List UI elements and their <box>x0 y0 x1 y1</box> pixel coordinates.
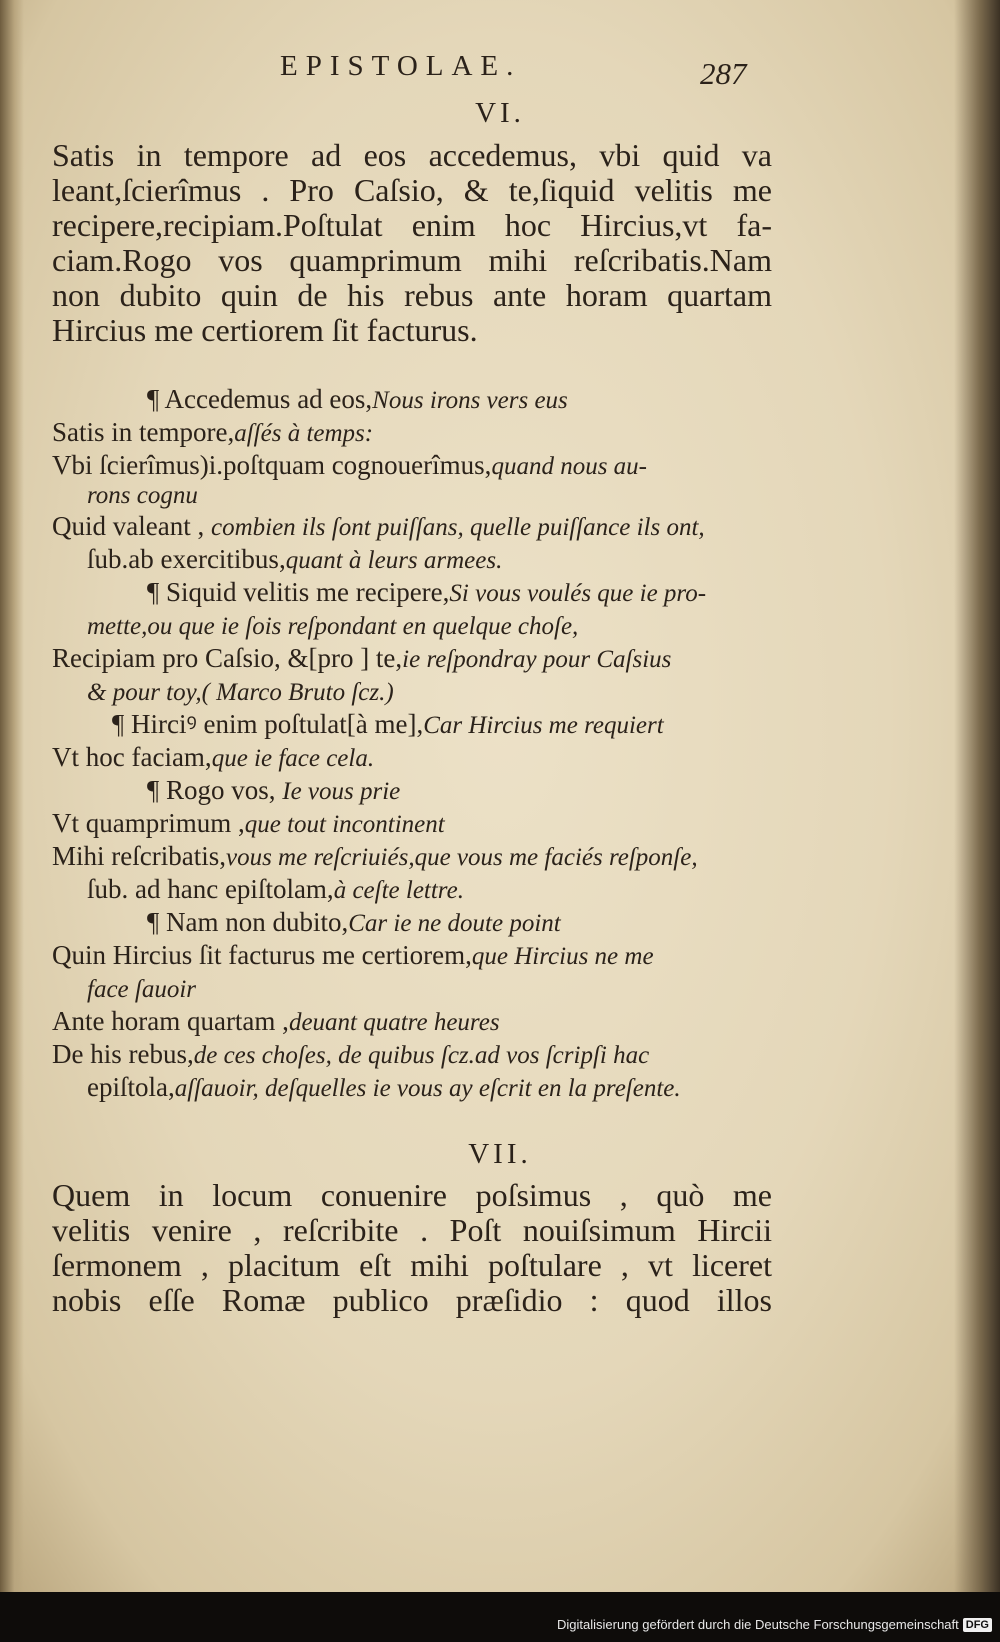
gloss-latin: De his rebus, <box>52 1039 194 1069</box>
text-line: Quem in locum conuenire poſsimus , quò me <box>52 1178 772 1213</box>
gloss-line <box>52 543 772 576</box>
gloss-french: mette,ou que ie ſois reſpondant en quelque choſe, <box>87 613 579 640</box>
gloss-french: que Hircius ne me <box>471 943 654 970</box>
gloss-french: quant à leurs armees. <box>285 547 503 574</box>
text-line: non dubito quin de his rebus ante horam quartam <box>52 278 772 313</box>
text-line: nobis eſſe Romæ publico præſidio : quod illos <box>52 1283 772 1318</box>
gloss-line <box>52 416 772 449</box>
text-line: velitis venire , reſcribite . Poſt nouiſsimum Hircii <box>52 1213 772 1248</box>
credit-text: Digitalisierung gefördert durch die Deutsche Forschungsgemeinschaft <box>556 1617 959 1632</box>
text-line: leant,ſcierîmus . Pro Caſsio, & te,ſiquid velitis me <box>52 173 772 208</box>
gloss-french: Ie vous prie <box>282 778 401 805</box>
gloss-latin: Mihi reſcribatis, <box>52 841 226 871</box>
text-line: recipere,recipiam.Poſtulat enim hoc Hircius,vt fa- <box>52 208 772 243</box>
gloss-latin: ¶ Siquid velitis me recipere, <box>147 577 450 607</box>
gloss-line <box>52 873 772 906</box>
gloss-line <box>52 708 772 741</box>
gloss-latin: Vt hoc faciam, <box>52 742 212 772</box>
gloss-french: & pour toy,( Marco Bruto ſcz.) <box>87 679 394 706</box>
gloss-latin: Satis in tempore, <box>52 417 235 447</box>
gloss-latin: ſub.ab exercitibus, <box>87 544 286 574</box>
gloss-french: à ceſte lettre. <box>333 877 464 904</box>
gloss-latin: ¶ Accedemus ad eos, <box>147 384 373 414</box>
gloss-french: Car ie ne doute point <box>348 910 561 937</box>
text-line: ſermonem , placitum eſt mihi poſtulare , vt liceret <box>52 1248 772 1283</box>
gloss-french: aſſés à temps: <box>234 420 374 447</box>
gloss-line <box>52 807 772 840</box>
gloss-line <box>52 741 772 774</box>
gloss-french: Car Hircius me requiert <box>423 712 664 739</box>
gloss-latin: Vt quamprimum , <box>52 808 245 838</box>
digitization-credit <box>557 1617 992 1632</box>
gloss-french: rons cognu <box>87 482 198 509</box>
gloss-french: quand nous au- <box>491 453 647 480</box>
gloss-latin: ¶ Rogo vos, <box>147 775 283 805</box>
gloss-latin: Vbi ſcierîmus)i.poſtquam cognouerîmus, <box>52 450 492 480</box>
gloss-french: aſſauoir, deſquelles ie vous ay eſcrit en la preſente. <box>174 1075 681 1102</box>
gloss-line <box>52 1038 772 1071</box>
gloss-latin: epiſtola, <box>87 1072 175 1102</box>
gloss-line <box>52 449 772 482</box>
gloss-latin: Recipiam pro Caſsio, &[pro ] te, <box>52 643 403 673</box>
gloss-line <box>52 1005 772 1038</box>
running-title: EPISTOLAE. <box>280 50 522 82</box>
gloss-french: que tout incontinent <box>244 811 445 838</box>
text-line: Hircius me certiorem ſit facturus. <box>52 313 478 348</box>
gloss-line <box>52 774 772 807</box>
gloss-line <box>52 840 772 873</box>
gloss-french: ie reſpondray pour Caſsius <box>402 646 672 673</box>
gloss-line <box>52 1071 772 1104</box>
gloss-french: combien ils ſont puiſſans, quelle puiſſance ils ont, <box>210 514 705 541</box>
text-line: ciam.Rogo vos quamprimum mihi reſcribatis.Nam <box>52 243 772 278</box>
gloss-line <box>52 642 772 675</box>
gloss-line <box>52 675 772 708</box>
text-line: Satis in tempore ad eos accedemus, vbi quid va <box>52 138 772 173</box>
section-heading-vi: VI. <box>475 97 525 129</box>
gloss-commentary <box>52 383 772 1104</box>
gloss-latin: ¶ Hirciꝰ enim poſtulat[à me], <box>112 709 424 739</box>
gloss-line <box>52 609 772 642</box>
gloss-line <box>52 576 772 609</box>
page-edge-shadow <box>954 0 1000 1592</box>
letter-vii-text <box>52 1178 772 1318</box>
gloss-latin: ¶ Nam non dubito, <box>147 907 349 937</box>
gloss-latin: Quin Hircius ſit facturus me certiorem, <box>52 940 472 970</box>
gloss-line <box>52 510 772 543</box>
letter-vi-text <box>52 138 772 348</box>
gloss-line <box>52 482 772 510</box>
gloss-french: de ces choſes, de quibus ſcz.ad vos ſcripſi hac <box>193 1042 650 1069</box>
gloss-latin: Quid valeant , <box>52 511 211 541</box>
gloss-french: que ie face cela. <box>211 745 375 772</box>
gloss-line <box>52 383 772 416</box>
dfg-logo-icon: DFG <box>963 1618 992 1632</box>
page-number: 287 <box>700 56 747 91</box>
gloss-french: vous me reſcriuiés,que vous me faciés reſponſe, <box>225 844 698 871</box>
gloss-latin: ſub. ad hanc epiſtolam, <box>87 874 334 904</box>
page-gutter-shadow <box>0 0 24 1592</box>
section-heading-vii: VII. <box>468 1138 532 1170</box>
gloss-french: Nous irons vers eus <box>372 387 568 414</box>
gloss-french: deuant quatre heures <box>288 1009 500 1036</box>
gloss-latin: Ante horam quartam , <box>52 1006 289 1036</box>
gloss-line <box>52 906 772 939</box>
gloss-french: Si vous voulés que ie pro- <box>449 580 707 607</box>
gloss-french: face ſauoir <box>87 976 197 1003</box>
gloss-line <box>52 972 772 1005</box>
gloss-line <box>52 939 772 972</box>
